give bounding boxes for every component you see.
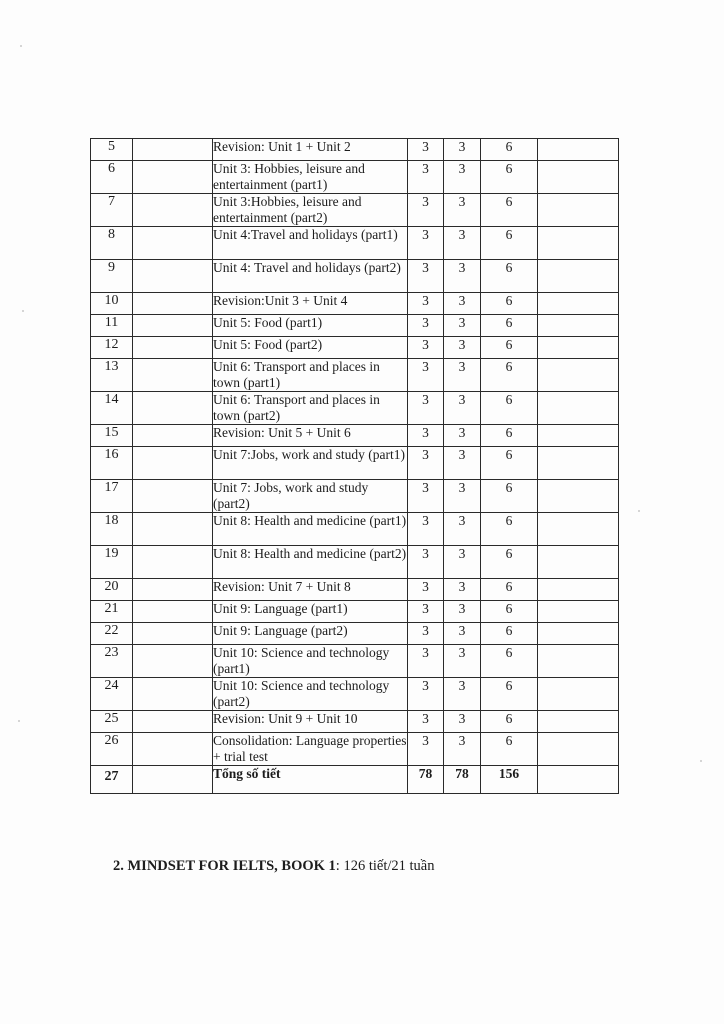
empty-cell — [133, 392, 213, 425]
hours-total-cell: 6 — [481, 513, 538, 546]
lesson-cell: Revision:Unit 3 + Unit 4 — [213, 293, 408, 315]
lesson-cell: Unit 4:Travel and holidays (part1) — [213, 227, 408, 260]
grand-total-cell: 156 — [481, 766, 538, 794]
row-number-cell: 12 — [91, 337, 133, 359]
hours-b-cell: 3 — [444, 601, 481, 623]
section-heading-detail: : 126 tiết/21 tuần — [335, 858, 435, 874]
hours-a-cell: 3 — [408, 711, 444, 733]
lesson-cell: Unit 4: Travel and holidays (part2) — [213, 260, 408, 293]
hours-a-cell: 3 — [408, 579, 444, 601]
notes-cell — [538, 645, 619, 678]
table-row — [91, 546, 619, 579]
hours-total-cell: 6 — [481, 733, 538, 766]
table-row — [91, 392, 619, 425]
row-number-cell: 13 — [91, 359, 133, 392]
table-row — [91, 227, 619, 260]
row-number-cell: 19 — [91, 546, 133, 579]
hours-total-cell: 6 — [481, 546, 538, 579]
empty-cell — [133, 227, 213, 260]
notes-cell — [538, 546, 619, 579]
hours-a-cell: 3 — [408, 260, 444, 293]
lesson-cell: Unit 3:Hobbies, leisure and entertainment (part2) — [213, 194, 408, 227]
lesson-cell: Revision: Unit 5 + Unit 6 — [213, 425, 408, 447]
notes-cell — [538, 766, 619, 794]
empty-cell — [133, 359, 213, 392]
hours-b-cell: 3 — [444, 337, 481, 359]
hours-b-cell: 3 — [444, 260, 481, 293]
table-row — [91, 447, 619, 480]
table-row — [91, 601, 619, 623]
table-row — [91, 513, 619, 546]
hours-a-cell: 3 — [408, 194, 444, 227]
table-row — [91, 678, 619, 711]
notes-cell — [538, 260, 619, 293]
row-number-cell: 26 — [91, 733, 133, 766]
notes-cell — [538, 678, 619, 711]
total-b-cell: 78 — [444, 766, 481, 794]
empty-cell — [133, 601, 213, 623]
lesson-cell: Unit 6: Transport and places in town (part1) — [213, 359, 408, 392]
total-number-cell: 27 — [91, 766, 133, 794]
hours-a-cell: 3 — [408, 678, 444, 711]
hours-b-cell: 3 — [444, 733, 481, 766]
hours-b-cell: 3 — [444, 161, 481, 194]
hours-a-cell: 3 — [408, 392, 444, 425]
notes-cell — [538, 293, 619, 315]
table-row — [91, 139, 619, 161]
lesson-cell: Revision: Unit 1 + Unit 2 — [213, 139, 408, 161]
empty-cell — [133, 194, 213, 227]
empty-cell — [133, 293, 213, 315]
hours-a-cell: 3 — [408, 480, 444, 513]
hours-b-cell: 3 — [444, 447, 481, 480]
hours-total-cell: 6 — [481, 293, 538, 315]
hours-a-cell: 3 — [408, 161, 444, 194]
hours-total-cell: 6 — [481, 678, 538, 711]
hours-a-cell: 3 — [408, 546, 444, 579]
notes-cell — [538, 733, 619, 766]
row-number-cell: 5 — [91, 139, 133, 161]
table-row — [91, 425, 619, 447]
hours-b-cell: 3 — [444, 480, 481, 513]
lesson-cell: Unit 5: Food (part2) — [213, 337, 408, 359]
hours-b-cell: 3 — [444, 227, 481, 260]
notes-cell — [538, 227, 619, 260]
empty-cell — [133, 766, 213, 794]
empty-cell — [133, 480, 213, 513]
notes-cell — [538, 447, 619, 480]
lesson-cell: Revision: Unit 9 + Unit 10 — [213, 711, 408, 733]
row-number-cell: 9 — [91, 260, 133, 293]
table-row — [91, 194, 619, 227]
hours-b-cell: 3 — [444, 315, 481, 337]
hours-b-cell: 3 — [444, 711, 481, 733]
notes-cell — [538, 139, 619, 161]
row-number-cell: 8 — [91, 227, 133, 260]
row-number-cell: 21 — [91, 601, 133, 623]
total-row — [91, 766, 619, 794]
empty-cell — [133, 447, 213, 480]
hours-a-cell: 3 — [408, 293, 444, 315]
scan-speck — [20, 45, 22, 47]
notes-cell — [538, 161, 619, 194]
hours-b-cell: 3 — [444, 359, 481, 392]
hours-a-cell: 3 — [408, 733, 444, 766]
schedule-table — [90, 138, 619, 794]
lesson-cell: Unit 3: Hobbies, leisure and entertainment (part1) — [213, 161, 408, 194]
table-body — [91, 139, 619, 794]
section-heading — [113, 858, 434, 875]
hours-a-cell: 3 — [408, 425, 444, 447]
notes-cell — [538, 359, 619, 392]
hours-b-cell: 3 — [444, 425, 481, 447]
row-number-cell: 11 — [91, 315, 133, 337]
lesson-cell: Unit 8: Health and medicine (part1) — [213, 513, 408, 546]
hours-b-cell: 3 — [444, 546, 481, 579]
table-row — [91, 260, 619, 293]
lesson-cell: Unit 7:Jobs, work and study (part1) — [213, 447, 408, 480]
empty-cell — [133, 139, 213, 161]
lesson-cell: Unit 9: Language (part2) — [213, 623, 408, 645]
empty-cell — [133, 711, 213, 733]
notes-cell — [538, 337, 619, 359]
hours-total-cell: 6 — [481, 601, 538, 623]
hours-total-cell: 6 — [481, 447, 538, 480]
empty-cell — [133, 678, 213, 711]
hours-total-cell: 6 — [481, 139, 538, 161]
notes-cell — [538, 425, 619, 447]
empty-cell — [133, 337, 213, 359]
hours-b-cell: 3 — [444, 194, 481, 227]
empty-cell — [133, 161, 213, 194]
lesson-cell: Consolidation: Language properties + trial test — [213, 733, 407, 764]
hours-total-cell: 6 — [481, 161, 538, 194]
table-row — [91, 293, 619, 315]
hours-a-cell: 3 — [408, 227, 444, 260]
notes-cell — [538, 623, 619, 645]
row-number-cell: 10 — [91, 293, 133, 315]
hours-total-cell: 6 — [481, 392, 538, 425]
lesson-cell: Unit 6: Transport and places in town (part2) — [213, 392, 408, 425]
hours-total-cell: 6 — [481, 315, 538, 337]
lesson-cell: Revision: Unit 7 + Unit 8 — [213, 579, 408, 601]
hours-total-cell: 6 — [481, 623, 538, 645]
empty-cell — [133, 623, 213, 645]
row-number-cell: 23 — [91, 645, 133, 678]
table-row — [91, 711, 619, 733]
row-number-cell: 22 — [91, 623, 133, 645]
hours-a-cell: 3 — [408, 139, 444, 161]
notes-cell — [538, 601, 619, 623]
hours-b-cell: 3 — [444, 579, 481, 601]
hours-total-cell: 6 — [481, 260, 538, 293]
table-row — [91, 623, 619, 645]
hours-b-cell: 3 — [444, 513, 481, 546]
hours-b-cell: 3 — [444, 645, 481, 678]
notes-cell — [538, 194, 619, 227]
hours-b-cell: 3 — [444, 623, 481, 645]
hours-total-cell: 6 — [481, 227, 538, 260]
row-number-cell: 24 — [91, 678, 133, 711]
hours-total-cell: 6 — [481, 194, 538, 227]
scan-speck — [638, 510, 640, 512]
lesson-cell: Unit 7: Jobs, work and study (part2) — [213, 480, 408, 513]
hours-total-cell: 6 — [481, 359, 538, 392]
hours-total-cell: 6 — [481, 425, 538, 447]
lesson-cell: Unit 8: Health and medicine (part2) — [213, 546, 408, 579]
hours-a-cell: 3 — [408, 623, 444, 645]
table-row — [91, 337, 619, 359]
lesson-cell: Unit 10: Science and technology (part2) — [213, 678, 408, 711]
hours-a-cell: 3 — [408, 645, 444, 678]
empty-cell — [133, 315, 213, 337]
empty-cell — [133, 425, 213, 447]
hours-total-cell: 6 — [481, 480, 538, 513]
notes-cell — [538, 513, 619, 546]
table-row — [91, 359, 619, 392]
hours-b-cell: 3 — [444, 139, 481, 161]
table-row — [91, 480, 619, 513]
row-number-cell: 15 — [91, 425, 133, 447]
notes-cell — [538, 315, 619, 337]
scan-speck — [700, 760, 702, 762]
hours-a-cell: 3 — [408, 513, 444, 546]
hours-total-cell: 6 — [481, 711, 538, 733]
empty-cell — [133, 260, 213, 293]
scan-speck — [18, 720, 20, 722]
notes-cell — [538, 711, 619, 733]
notes-cell — [538, 579, 619, 601]
hours-total-cell: 6 — [481, 645, 538, 678]
row-number-cell: 6 — [91, 161, 133, 194]
notes-cell — [538, 392, 619, 425]
empty-cell — [133, 579, 213, 601]
hours-total-cell: 6 — [481, 579, 538, 601]
row-number-cell: 25 — [91, 711, 133, 733]
hours-total-cell: 6 — [481, 337, 538, 359]
empty-cell — [133, 733, 213, 766]
hours-a-cell: 3 — [408, 601, 444, 623]
table-row — [91, 315, 619, 337]
hours-a-cell: 3 — [408, 359, 444, 392]
table-row — [91, 733, 619, 766]
empty-cell — [133, 513, 213, 546]
row-number-cell: 16 — [91, 447, 133, 480]
notes-cell — [538, 480, 619, 513]
empty-cell — [133, 546, 213, 579]
row-number-cell: 14 — [91, 392, 133, 425]
hours-b-cell: 3 — [444, 678, 481, 711]
lesson-cell: Unit 10: Science and technology (part1) — [213, 645, 408, 678]
hours-b-cell: 3 — [444, 293, 481, 315]
hours-a-cell: 3 — [408, 337, 444, 359]
total-a-cell: 78 — [408, 766, 444, 794]
total-label-cell: Tổng số tiết — [213, 766, 408, 794]
row-number-cell: 17 — [91, 480, 133, 513]
row-number-cell: 7 — [91, 194, 133, 227]
table-row — [91, 161, 619, 194]
scan-speck — [22, 310, 24, 312]
lesson-cell: Unit 5: Food (part1) — [213, 315, 408, 337]
empty-cell — [133, 645, 213, 678]
row-number-cell: 18 — [91, 513, 133, 546]
table-row — [91, 579, 619, 601]
table-row — [91, 645, 619, 678]
section-heading-title: 2. MINDSET FOR IELTS, BOOK 1 — [113, 858, 336, 874]
hours-a-cell: 3 — [408, 447, 444, 480]
hours-b-cell: 3 — [444, 392, 481, 425]
lesson-cell: Unit 9: Language (part1) — [213, 601, 408, 623]
row-number-cell: 20 — [91, 579, 133, 601]
hours-a-cell: 3 — [408, 315, 444, 337]
